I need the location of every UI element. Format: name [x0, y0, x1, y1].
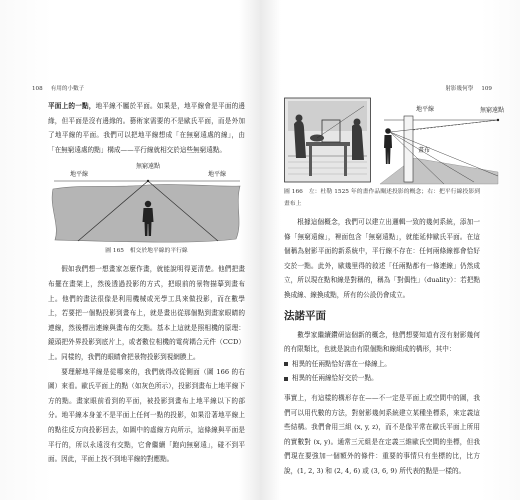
- horizon-label: 地平線: [416, 106, 435, 113]
- figure-166: [284, 96, 506, 186]
- horizon-label-right: 地平線: [208, 171, 227, 179]
- canvas-label: 畫布: [418, 147, 431, 154]
- figure-165: [48, 159, 245, 245]
- vanishing-point: [147, 180, 149, 182]
- vanishing-point-label: 無窮遠點: [479, 107, 504, 114]
- figure-166-caption: 圖 166 左：杜勒 1525 年的畫作品闡述投影的概念；右：把平行線投影到畫布上: [284, 189, 480, 207]
- canvas-plane: [404, 116, 413, 182]
- observer-icon: [384, 128, 392, 164]
- left-running-head: [32, 84, 84, 92]
- left-paragraph-3: 要理解地平線是從哪來的，我們就得改從側面（圖 166 的右圖）來看。歐氏平面上的點（如灰色所示），投影到畫布上地平線下方的點。畫家眼前看到的平面，被投影到畫布上地平線以下的部分。地平線本身並不是平面上任何一點的投影，如果沿著地平線上的點往反方向投影回去，如圖中的虛線方向所示，這條線與平面是平行的，所以永遠沒有交點，它會繼續「跑向無窮遠」，碰不到平面。因此，平面上找不到地平線的對應點。: [48, 367, 245, 464]
- left-running-title: 有用的小數子: [50, 86, 85, 92]
- left-text-column: [48, 99, 245, 467]
- left-paragraph-1: [48, 99, 245, 157]
- figure-165-caption: 圖 165 相交於地平線的平行線: [105, 248, 188, 255]
- bullet-text: 相異的任兩線恰好交於一點。: [292, 374, 378, 383]
- vanishing-point: [497, 119, 499, 121]
- projection-diagram: [380, 105, 504, 184]
- square-bullet-icon: [284, 362, 288, 366]
- left-paragraph-1-lead: 平面上的一點，: [48, 102, 96, 110]
- right-page-number: 109: [481, 86, 492, 92]
- right-running-head: [445, 84, 492, 92]
- right-paragraph-3: 事實上，有這樣的構形存在——不一定是平面上或空間中的圖，我們可以用代數的方法，對射影幾何系統建立某種坐標系，來定義這些結構。我們會用三組 (x, y, z)，而不是像平常在歐氏平面上所用的實數對 (x, y)。通常三元組是在定義三維歐氏空間的坐標，但我們現在要強加一個額外的條件：重要的事情只有坐標的比，比方說，(1, 2, 3) 和 (2, 4, 6) 或 (3, 6, 9) 所代表的點是一樣的。: [284, 393, 480, 475]
- durer-woodcut: [285, 98, 371, 182]
- left-page-number: 108: [32, 86, 43, 92]
- vanishing-point-label: 無窮遠點: [135, 163, 161, 171]
- bullet-text: 相異的任兩點恰好落在一條線上。: [292, 359, 391, 368]
- right-paragraph-2: 數學家繼續鑽研這個新的概念，他們想要知道有沒有射影幾何的有限類比，也就是說由有限個點和線組成的構形，其中：: [284, 330, 480, 354]
- bullet-item: [284, 357, 480, 372]
- square-bullet-icon: [284, 377, 288, 381]
- left-paragraph-1-text: 地平線不屬於平面。如果是，地平線會是平面的邊緣，但平面是沒有邊緣的。藝術家需要的不是歐氏平面，而是外加了地平線的平面。我們可以把地平線想成「在無窮遠處的線」，由「在無窮遠處的點」構成——平行線就相交於這些無窮遠點。: [48, 102, 246, 154]
- section-heading: 法諾平面: [284, 309, 326, 322]
- right-text-column: [284, 96, 504, 479]
- horizon-label-left: 地平線: [70, 171, 89, 179]
- right-running-title: 射影幾何學: [445, 86, 474, 92]
- right-paragraph-1: 根據這個概念，我們可以建立出邏輯一致的幾何系統，添加一條「無窮遠線」，裡面包含「無窮遠點」，就能延伸歐氏平面。在這個稱為射影平面的新系統中，平行線不存在：任何兩條線都會恰好交於一點。此外，歐幾里得的敘述「任兩點都有一條連線」仍然成立，所以現在點和線是對稱的，稱為「對偶性」（duality）：若把點換成線、線換成點，所有的公設仍會成立。: [284, 218, 480, 299]
- ground-plane: [380, 158, 498, 184]
- left-paragraph-2: 假如我們想一想畫家怎麼作畫，就能說明得更清楚。他們把畫布擺在畫架上，然後透過投影的方式，把眼前的景物描摹到畫布上。他們的畫法很像是利用機械或光學工具來做投影，而在數學上，若要把一個點投影到畫布上，就是畫出從那個點到畫家眼睛的連線，然後標出連線與畫布的交點。基本上這就是照相機的原理：鏡頭把外界投影到底片上，或者數位相機的電荷耦合元件（CCD）上。同樣的，我們的眼睛會把景物投影到視網膜上。: [48, 265, 245, 361]
- bullet-item: [284, 371, 480, 386]
